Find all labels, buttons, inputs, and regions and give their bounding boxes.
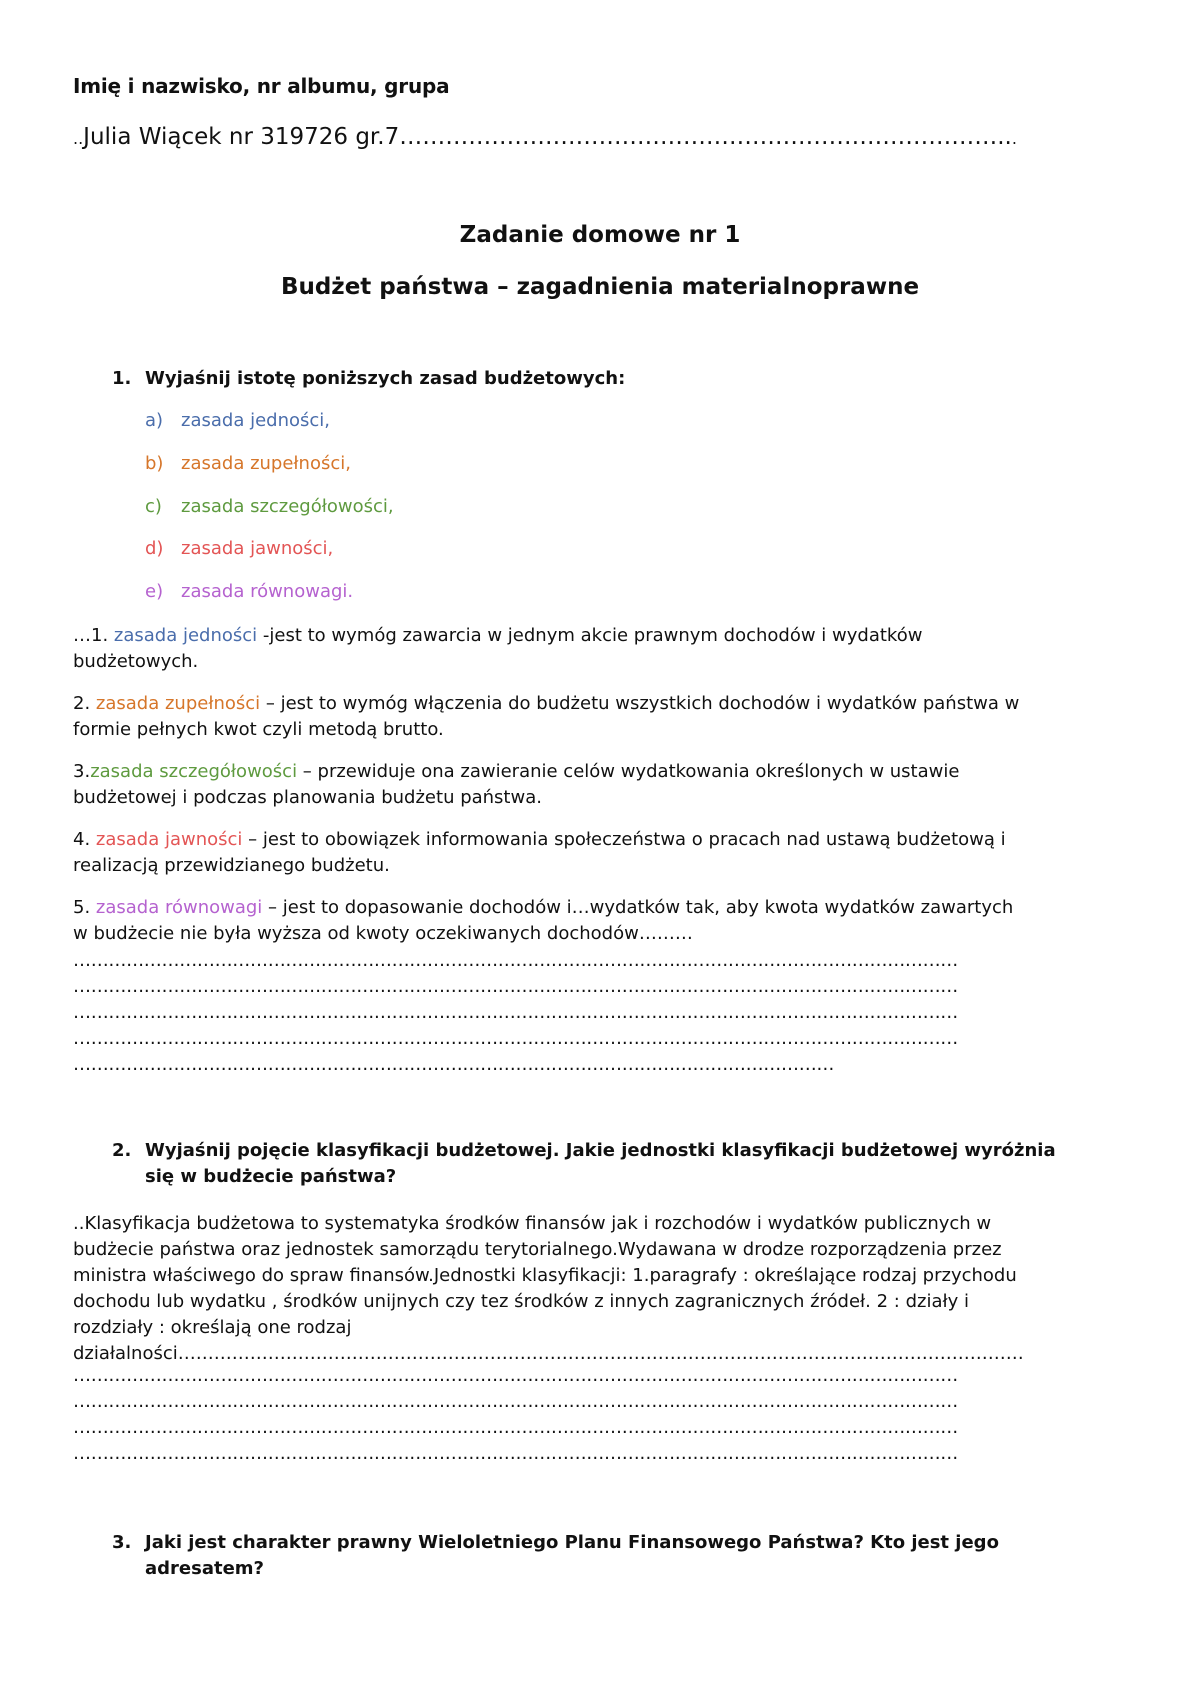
answer-line: budżetowych. <box>73 651 199 672</box>
dotted-line: …………………………………………………………………………………………………………………………………… <box>73 1391 959 1412</box>
list-item-a <box>145 410 330 431</box>
list-item-d <box>145 538 333 559</box>
question-3 <box>112 1530 1112 1582</box>
answer-line: realizacją przewidzianego budżetu. <box>73 855 390 876</box>
list-text: zasada zupełności, <box>181 453 351 474</box>
answer-5 <box>73 895 1143 947</box>
name-field-text: Julia Wiącek nr 319726 gr.7…………………………………………………………………….. <box>83 124 1012 150</box>
question-number: 1. <box>112 368 132 389</box>
answer-prefix: …1. <box>73 625 114 646</box>
answer-text: -jest to wymóg zawarcia w jednym akcie prawnym dochodów i wydatków <box>257 625 923 646</box>
list-letter: d) <box>145 538 164 559</box>
answer-line: ministra właściwego do spraw finansów.Jednostki klasyfikacji: 1.paragrafy : określające rodzaj przychodu <box>73 1265 1017 1286</box>
question-text: Jaki jest charakter prawny Wieloletniego Planu Finansowego Państwa? Kto jest jego <box>145 1532 999 1553</box>
list-letter: e) <box>145 581 164 602</box>
answer-text: – jest to wymóg włączenia do budżetu wszystkich dochodów i wydatków państwa w <box>260 693 1020 714</box>
answer-line <box>73 623 1143 649</box>
dotted-line: …………………………………………………………………………………………………………………………………… <box>73 950 959 971</box>
list-item-b <box>145 453 351 474</box>
answer-line <box>73 691 1143 717</box>
list-letter: c) <box>145 496 162 517</box>
answer-term: zasada jedności <box>113 625 258 646</box>
question-text: Wyjaśnij pojęcie klasyfikacji budżetowej. Jakie jednostki klasyfikacji budżetowej wyróżnia <box>145 1140 1056 1161</box>
answer-term: zasada równowagi <box>95 897 263 918</box>
answer-4 <box>73 827 1143 879</box>
answer-line: budżetowej i podczas planowania budżetu państwa. <box>73 787 542 808</box>
name-field-value <box>73 124 1017 150</box>
answer-text: – jest to dopasowanie dochodów i…wydatków tak, aby kwota wydatków zawartych <box>262 897 1014 918</box>
answer-1 <box>73 623 1143 675</box>
answer-line <box>73 827 1143 853</box>
question-number: 2. <box>112 1140 132 1161</box>
list-text: zasada jawności, <box>181 538 334 559</box>
list-item-c <box>145 496 394 517</box>
answer-q2 <box>73 1211 1143 1367</box>
answer-prefix: 2. <box>73 693 96 714</box>
dotted-line: …………………………………………………………………………………………………………………………………… <box>73 1365 959 1386</box>
list-item-e <box>145 581 353 602</box>
document-title: Zadanie domowe nr 1 <box>459 222 741 248</box>
name-field-label: Imię i nazwisko, nr albumu, grupa <box>73 74 450 98</box>
question-text: się w budżecie państwa? <box>145 1166 397 1187</box>
document-subtitle: Budżet państwa – zagadnienia materialnoprawne <box>280 274 920 300</box>
list-text: zasada jedności, <box>181 410 330 431</box>
list-letter: a) <box>145 410 164 431</box>
question-text: adresatem? <box>145 1558 264 1579</box>
dotted-line: …………………………………………………………………………………………………………………………………… <box>73 1028 959 1049</box>
list-text: zasada szczegółowości, <box>181 496 394 517</box>
answer-prefix: 5. <box>73 897 96 918</box>
answer-line: formie pełnych kwot czyli metodą brutto. <box>73 719 444 740</box>
answer-term: zasada szczegółowości <box>90 761 298 782</box>
answer-2 <box>73 691 1143 743</box>
answer-prefix: 4. <box>73 829 96 850</box>
answer-term: zasada jawności <box>95 829 243 850</box>
question-number: 3. <box>112 1532 132 1553</box>
answer-line: działalności…………………………………………………………………………………………………………………………… <box>73 1343 1024 1364</box>
answer-term: zasada zupełności <box>95 693 261 714</box>
name-field-tail: . <box>1011 129 1017 148</box>
dotted-line: …………………………………………………………………………………………………………………………………… <box>73 976 959 997</box>
answer-line: w budżecie nie była wyższa od kwoty oczekiwanych dochodów……… <box>73 923 693 944</box>
answer-line: ..Klasyfikacja budżetowa to systematyka środków finansów jak i rozchodów i wydatków publicznych w <box>73 1213 992 1234</box>
question-1 <box>112 368 625 389</box>
dotted-line: …………………………………………………………………………………………………………………………………… <box>73 1002 959 1023</box>
list-text: zasada równowagi. <box>181 581 354 602</box>
answer-text: – przewiduje ona zawieranie celów wydatkowania określonych w ustawie <box>297 761 960 782</box>
answer-line: budżecie państwa oraz jednostek samorządu terytorialnego.Wydawana w drodze rozporządzenia przez <box>73 1239 1002 1260</box>
name-field-lead: .. <box>73 129 84 148</box>
question-2 <box>112 1138 1112 1190</box>
answer-line: dochodu lub wydatku , środków unijnych czy tez środków z innych zagranicznych źródeł. 2 : działy i <box>73 1291 969 1312</box>
answer-line: rozdziały : określają one rodzaj <box>73 1317 352 1338</box>
answer-line <box>73 895 1143 921</box>
answer-text: – jest to obowiązek informowania społeczeństwa o pracach nad ustawą budżetową i <box>242 829 1006 850</box>
dotted-line: …………………………………………………………………………………………………………………………………… <box>73 1443 959 1464</box>
dotted-line: ………………………………………………………………………………………………………………… <box>73 1054 835 1075</box>
dotted-line: …………………………………………………………………………………………………………………………………… <box>73 1417 959 1438</box>
question-text: Wyjaśnij istotę poniższych zasad budżetowych: <box>145 368 626 389</box>
answer-prefix: 3. <box>73 761 91 782</box>
answer-line <box>73 759 1143 785</box>
answer-3 <box>73 759 1143 811</box>
list-letter: b) <box>145 453 164 474</box>
